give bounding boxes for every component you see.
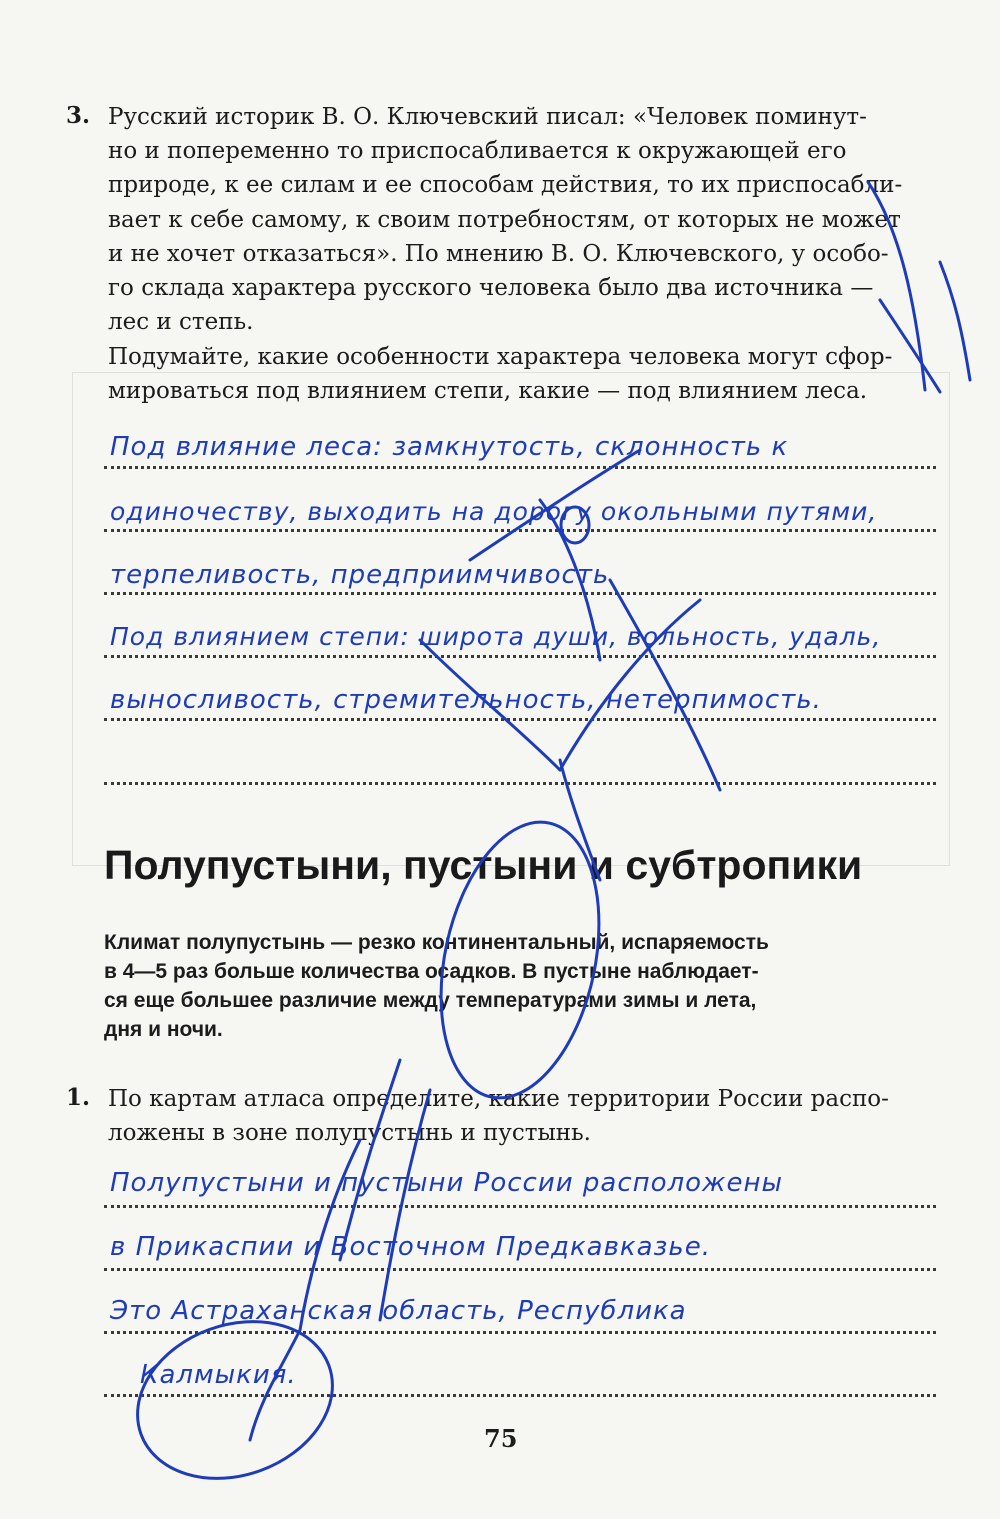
task-line: Подумайте, какие особенности характера человека могут сфор- bbox=[108, 344, 893, 370]
page-number: 75 bbox=[484, 1424, 518, 1453]
question-3-line: Русский историк В. О. Ключевский писал: «Человек поминут- bbox=[108, 104, 867, 130]
answer-line bbox=[104, 655, 936, 658]
climate-line: ся еще большее различие между температурами зимы и лета, bbox=[104, 989, 757, 1012]
handwritten-answer-line: выносливость, стремительность, нетерпимость. bbox=[110, 685, 822, 715]
climate-note bbox=[104, 928, 940, 1044]
handwritten-answer-line: терпеливость, предприимчивость bbox=[110, 560, 610, 590]
question-3-text bbox=[108, 100, 948, 339]
question-3-line: и не хочет отказаться». По мнению В. О. Ключевского, у особо- bbox=[108, 240, 889, 267]
answer-line bbox=[104, 1268, 936, 1271]
answer-line bbox=[104, 1394, 936, 1397]
question-3-line: но и попеременно то приспосабливается к окружающей его bbox=[108, 138, 847, 165]
handwritten-answer-line: Калмыкия. bbox=[140, 1360, 297, 1390]
question-3-line: го склада характера русского человека было два источника — bbox=[108, 275, 874, 302]
handwritten-answer-line: в Прикаспии и Восточном Предкавказье. bbox=[110, 1232, 711, 1262]
climate-line: дня и ночи. bbox=[104, 1018, 223, 1041]
answer-line bbox=[104, 466, 936, 469]
question-1-line: По картам атласа определите, какие территории России распо- bbox=[108, 1086, 889, 1112]
section-title: Полупустыни, пустыни и субтропики bbox=[104, 842, 863, 888]
answer-line bbox=[104, 1205, 936, 1208]
question-3-line: природе, к ее силам и ее способам действия, то их приспосабли- bbox=[108, 172, 903, 199]
scribble-loop bbox=[115, 1295, 354, 1504]
answer-line bbox=[104, 718, 936, 721]
answer-line bbox=[104, 1331, 936, 1334]
question-3-task bbox=[108, 340, 948, 408]
question-1-line: ложены в зоне полупустынь и пустынь. bbox=[108, 1120, 591, 1147]
answer-line bbox=[104, 592, 936, 595]
climate-line: Климат полупустынь — резко континентальный, испаряемость bbox=[104, 931, 769, 954]
handwritten-answer-line: Это Астраханская область, Республика bbox=[110, 1296, 687, 1326]
handwritten-answer-line: Полупустыни и пустыни России расположены bbox=[110, 1168, 784, 1198]
question-1-number: 1. bbox=[66, 1084, 91, 1111]
question-1-text bbox=[108, 1082, 944, 1150]
question-3-line: вает к себе самому, к своим потребностям, от которых не может bbox=[108, 206, 901, 233]
handwritten-answer-line: Под влияние леса: замкнутость, склонность к bbox=[110, 432, 789, 462]
handwritten-answer-line: Под влиянием степи: широта души, вольность, удаль, bbox=[110, 622, 882, 651]
task-line: мироваться под влиянием степи, какие — под влиянием леса. bbox=[108, 378, 868, 405]
climate-line: в 4—5 раз больше количества осадков. В пустыне наблюдает- bbox=[104, 960, 759, 983]
question-3-line: лес и степь. bbox=[108, 309, 254, 336]
handwritten-answer-line: одиночеству, выходить на дорогу окольными путями, bbox=[110, 497, 878, 526]
answer-line bbox=[104, 782, 936, 785]
question-3-number: 3. bbox=[66, 102, 91, 129]
answer-line bbox=[104, 529, 936, 532]
